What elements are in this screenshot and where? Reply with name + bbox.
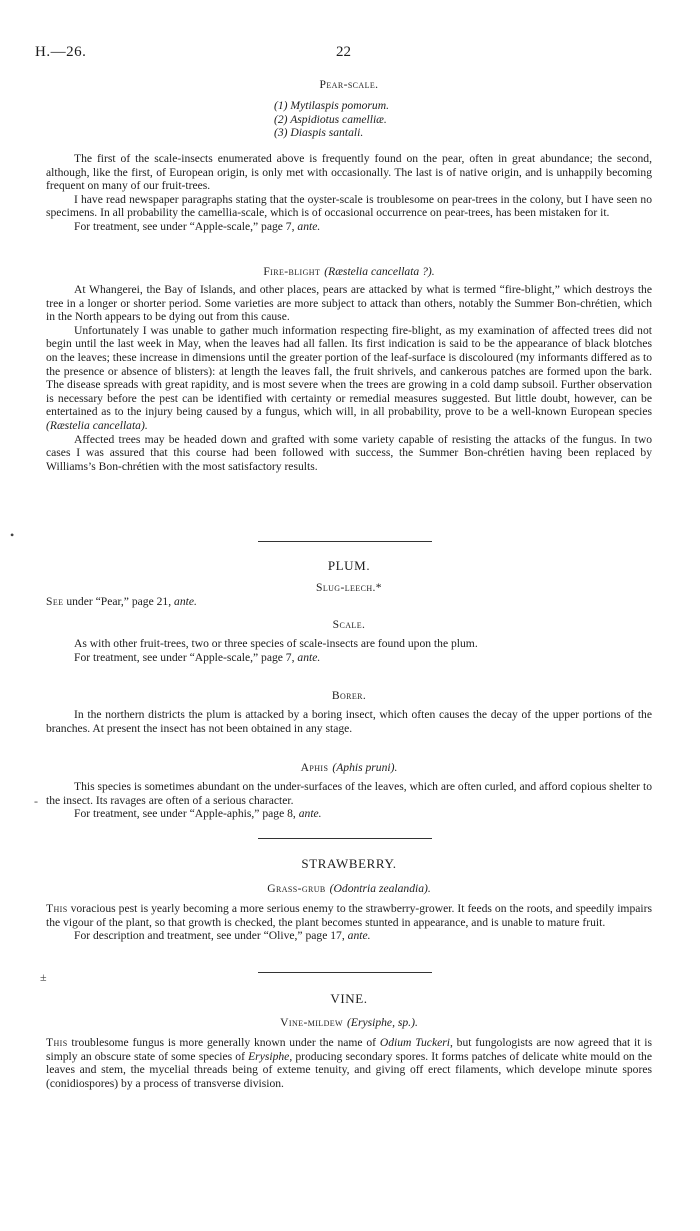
lead-word: See — [46, 595, 64, 608]
paragraph: This species is sometimes abundant on the under-surfaces of the leaves, which are often curled, and afford copious shelter to the insect. Its ravages are often of a serious character. — [46, 780, 652, 807]
plum-title: PLUM. — [327, 558, 371, 573]
aphis-body — [46, 780, 652, 821]
section-heading: Pear-scale. — [319, 78, 379, 91]
vine-mildew-heading — [46, 1013, 652, 1031]
fire-blight-heading — [46, 262, 652, 280]
report-reference: H.—26. — [35, 44, 87, 60]
paragraph-text: , producing secondary spores. It forms patches of delicate white mould on the leaves and stem, the mycelial threads being of exteme tenuity, and giving off erect filaments, which develope minute spores (conidiospores) by a process of transverse division. — [46, 1049, 652, 1090]
paragraph — [46, 651, 652, 665]
paragraph — [46, 324, 652, 433]
section-divider — [258, 838, 432, 839]
borer-heading — [46, 686, 652, 704]
section-heading: Slug-leech.* — [315, 581, 383, 594]
vine-title: VINE. — [330, 991, 368, 1006]
grass-grub-heading — [46, 879, 652, 897]
section-divider — [258, 972, 432, 973]
slug-leech-body — [46, 595, 652, 609]
paragraph-text: voracious pest is yearly becoming a more serious enemy to the strawberry-grower. It feeds on the roots, and speedily impairs the vigour of the plant, so that growth is checked, the plant becomes stunted in appearance, and is unable to mature fruit. — [46, 902, 652, 929]
paragraph-text: , but fungologists are now agreed that it is simply an obscure state of some species of — [46, 1036, 653, 1063]
paragraph-text: Unfortunately I was unable to gather much information respecting fire-blight, as my examination of affected trees did not begin until the last week in May, when the leaves had all fallen. Its first indication is said to be the appearance of black blotches on the leaves; these increase in dimensions until the greater portion of the leaf-surface is discoloured (my informants differed as to the presence or absence of blisters): at length the leaves fall, the fruit shrivels, and cankerous patches are formed upon the bark. The disease spreads with great rapidity, and is most severe when the trees are growing in a cold damp subsoil. Further observation is necessary before the pest can be identified with certainty or remedial measures suggested. But little doubt, however, can be entertained as to the injury being caused by a fungus, which will, in all probability, prove to be a well-known European species — [46, 323, 652, 419]
paragraph-text: For treatment, see under “Apple-scale,” page 7, — [74, 650, 298, 664]
vine-mildew-body — [46, 1036, 652, 1090]
grass-grub-body — [46, 902, 652, 943]
species-item: (1) Mytilaspis pomorum. — [274, 99, 389, 112]
species-name: (Aphis pruni). — [332, 761, 398, 774]
paragraph — [46, 220, 652, 234]
paragraph: The first of the scale-insects enumerated above is frequently found on the pear, often in great abundance; the second, although, like the first, of European origin, is only met with occasionally. The last is of native origin, and is unhappily becoming frequent on many of our fruit-trees. — [46, 152, 652, 193]
section-heading: Grass-grub — [267, 882, 326, 895]
ante-text: ante. — [347, 929, 371, 943]
paragraph-text: For treatment, see under “Apple-aphis,” page 8, — [74, 807, 299, 821]
lead-word: This — [46, 902, 68, 915]
paragraph: In the northern districts the plum is attacked by a boring insect, which often causes the decay of the upper portions of the branches. At present the insect has not been obtained in any stage. — [46, 708, 652, 735]
slug-leech-heading — [46, 578, 652, 596]
paragraph — [46, 902, 652, 929]
section-heading: Borer. — [331, 689, 367, 702]
margin-mark: • — [10, 528, 15, 542]
species-name: (Ræstelia cancellata). — [46, 418, 148, 432]
paragraph-text: For description and treatment, see under “Olive,” page 17, — [74, 929, 348, 943]
paragraph — [46, 595, 652, 609]
paragraph — [46, 807, 652, 821]
fire-blight-body — [46, 283, 652, 473]
section-heading: Aphis — [300, 761, 329, 774]
section-heading: Vine-mildew — [280, 1016, 343, 1029]
species-name: Odium Tuckeri — [379, 1036, 450, 1049]
species-name: (Odontria zealandia). — [329, 882, 431, 895]
section-divider — [258, 541, 432, 542]
paragraph: At Whangerei, the Bay of Islands, and other places, pears are attacked by what is termed “fire-blight,” which destroys the tree in a longer or shorter period. Some varieties are more subject to attack than others, notably the Summer Bon-chrétien, which in the North appears to be dying out from this cause. — [46, 283, 652, 324]
section-heading: Fire-blight — [263, 265, 321, 278]
plum-scale-body — [46, 637, 652, 664]
plum-scale-heading — [46, 615, 652, 633]
pear-scale-species-list — [274, 99, 574, 140]
pear-scale-body — [46, 152, 652, 234]
paragraph: I have read newspaper paragraphs stating that the oyster-scale is troublesome on pear-trees in the colony, but I have seen no specimens. In all probability the camellia-scale, which is of occasional occurrence on pear-trees, has been mistaken for it. — [46, 192, 652, 220]
ante-text: ante. — [297, 650, 321, 664]
ante-text: ante. — [297, 219, 321, 233]
species-item: (3) Diaspis santali. — [274, 126, 364, 140]
species-item: (2) Aspidiotus camelliæ. — [274, 112, 387, 126]
strawberry-title: STRAWBERRY. — [301, 856, 397, 871]
lead-word: This — [46, 1036, 68, 1049]
ante-text: ante. — [174, 595, 197, 608]
ante-text: ante. — [298, 807, 322, 821]
paragraph-text: troublesome fungus is more generally known under the name of — [67, 1036, 380, 1049]
borer-body — [46, 708, 652, 735]
margin-mark: ± — [40, 970, 47, 984]
page-number: 22 — [336, 44, 351, 60]
paragraph: Affected trees may be headed down and grafted with some variety capable of resisting the attacks of the fungus. In two cases I was assured that this course had been followed with success, the Summer Bon-chrétien having been replaced by Williams’s Bon-chrétien with the most satisfactory results. — [46, 432, 652, 473]
paragraph — [46, 929, 652, 943]
paragraph-text: under “Pear,” page 21, — [63, 595, 175, 608]
section-heading: Scale. — [332, 618, 366, 631]
paragraph: As with other fruit-trees, two or three species of scale-insects are found upon the plum. — [74, 637, 478, 650]
pear-scale-heading — [46, 78, 652, 91]
margin-mark: - — [34, 794, 38, 808]
species-name: (Erysiphe, sp.). — [347, 1016, 418, 1029]
paragraph-text: For treatment, see under “Apple-scale,” page 7, — [74, 219, 298, 233]
species-name: (Ræstelia cancellata ?). — [324, 265, 435, 278]
aphis-heading — [46, 758, 652, 776]
paragraph — [46, 1036, 652, 1090]
species-name: Erysiphe — [248, 1049, 290, 1063]
